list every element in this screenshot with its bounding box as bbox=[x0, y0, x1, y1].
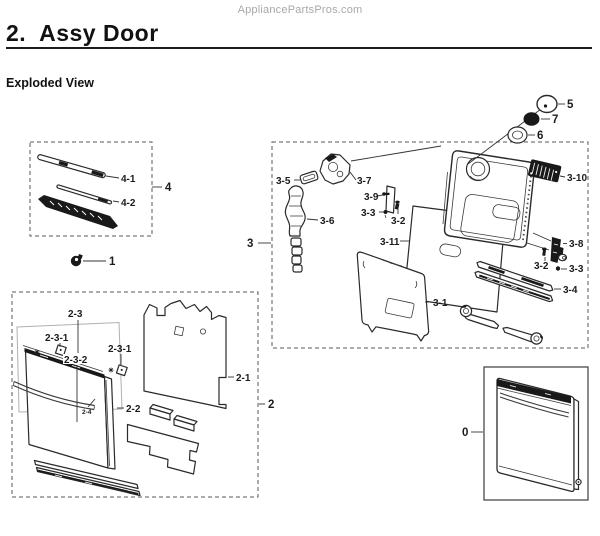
label-3-3: 3-3 bbox=[569, 264, 584, 275]
part-1-clip bbox=[71, 254, 116, 268]
leader-line bbox=[106, 176, 119, 178]
label-2-3: 2-3 bbox=[68, 309, 83, 320]
label-3-4: 3-4 bbox=[563, 285, 578, 296]
screw-shaft bbox=[386, 193, 390, 195]
label-4-1: 4-1 bbox=[121, 174, 136, 185]
fastener-stack-group bbox=[468, 96, 574, 165]
part-3-2-bolt bbox=[542, 248, 547, 262]
label-3-9: 3-9 bbox=[364, 192, 379, 203]
view-subtitle: Exploded View bbox=[6, 76, 94, 90]
label-7: 7 bbox=[552, 114, 559, 126]
bracket-outline bbox=[320, 154, 350, 184]
lever-head bbox=[531, 333, 542, 344]
label-3-5: 3-5 bbox=[276, 176, 291, 187]
screw-mark bbox=[109, 368, 114, 373]
screw-thread bbox=[385, 215, 386, 218]
cap-dot bbox=[544, 104, 547, 107]
label-3-8: 3-8 bbox=[569, 239, 584, 250]
label-3-7: 3-7 bbox=[357, 176, 372, 187]
part-3-3-screw bbox=[556, 266, 567, 270]
section-0-group bbox=[462, 367, 588, 500]
label-1: 1 bbox=[109, 256, 116, 268]
bolt-head-3-2 bbox=[395, 201, 399, 204]
assembly-line bbox=[533, 233, 551, 241]
pad-outline bbox=[300, 171, 319, 185]
part-3-5-pad bbox=[300, 171, 319, 185]
bolt-shaft bbox=[542, 250, 546, 256]
page-title: 2. Assy Door bbox=[6, 20, 159, 46]
rail-segment bbox=[291, 238, 301, 246]
rail-outline bbox=[285, 186, 305, 236]
label-3-2: 3-2 bbox=[391, 216, 406, 227]
label-2-2: 2-2 bbox=[126, 404, 141, 415]
part-insulation-block-b bbox=[174, 416, 197, 432]
part-insulation-block-a bbox=[150, 405, 173, 421]
label-3-2: 3-2 bbox=[534, 261, 549, 272]
handle-cap bbox=[14, 382, 15, 386]
part-7-gasket bbox=[524, 112, 540, 126]
label-5: 5 bbox=[567, 99, 574, 111]
clip-hole bbox=[75, 258, 78, 261]
part-3-6-hinge-rail bbox=[285, 186, 305, 272]
label-0: 0 bbox=[462, 427, 469, 439]
label-2: 2 bbox=[268, 399, 275, 411]
panel-outline bbox=[144, 301, 226, 409]
rail-segment bbox=[292, 256, 301, 264]
part-3-7-latch-bracket bbox=[320, 146, 441, 184]
dispenser-ring bbox=[467, 158, 490, 181]
label-2-1: 2-1 bbox=[236, 373, 251, 384]
leader-line bbox=[560, 176, 565, 177]
label-3-3: 3-3 bbox=[361, 208, 376, 219]
label-4: 4 bbox=[165, 182, 172, 194]
part-0-assembled-door bbox=[497, 378, 581, 491]
bolt-shaft-3-2 bbox=[395, 203, 400, 210]
assembly-line bbox=[351, 146, 441, 161]
label-3-10: 3-10 bbox=[567, 173, 588, 184]
screw-3-3 bbox=[384, 210, 388, 214]
part-kick-strips bbox=[35, 461, 141, 496]
label-2-4: 2-4 bbox=[82, 409, 92, 416]
part-4-1-trim-strip bbox=[37, 154, 106, 178]
section-2-group bbox=[12, 292, 274, 497]
label-2-3-1: 2-3-1 bbox=[45, 333, 69, 344]
label-3-11: 3-11 bbox=[380, 237, 400, 248]
bracket-plate bbox=[386, 186, 395, 213]
label-3-1: 3-1 bbox=[433, 298, 448, 309]
handle-cap bbox=[94, 406, 95, 410]
label-3: 3 bbox=[247, 238, 254, 250]
label-2-3-1: 2-3-1 bbox=[108, 344, 132, 355]
leader-line bbox=[350, 172, 356, 180]
leader-line bbox=[113, 201, 119, 202]
part-insulation-sheet bbox=[128, 425, 199, 475]
label-4-2: 4-2 bbox=[121, 198, 136, 209]
section-3-group bbox=[247, 142, 588, 348]
part-2-3-1-clip-right bbox=[116, 365, 127, 376]
part-6-ring bbox=[508, 127, 527, 143]
part-balance-lever-right bbox=[503, 328, 543, 345]
part-mid-bracket-screws bbox=[382, 186, 399, 218]
panel-face bbox=[26, 351, 109, 469]
screw-head bbox=[556, 266, 560, 270]
screw-mark bbox=[35, 350, 40, 355]
rail-segment bbox=[292, 247, 302, 255]
part-door-front-frame bbox=[443, 151, 534, 247]
label-2-3-2: 2-3-2 bbox=[64, 355, 88, 366]
rail-segment bbox=[293, 265, 302, 272]
part-3-8-hinge-bracket bbox=[527, 233, 567, 263]
section-4-boundary bbox=[30, 142, 152, 236]
part-4-2-trim-strip bbox=[57, 185, 112, 205]
part-2-1-insulation-panel bbox=[144, 301, 226, 409]
door-screw-dot bbox=[578, 481, 580, 483]
label-3-6: 3-6 bbox=[320, 216, 335, 227]
door-side bbox=[574, 399, 579, 490]
watermark-text: AppliancePartsPros.com bbox=[237, 4, 363, 16]
label-6: 6 bbox=[537, 130, 544, 142]
part-5-cap bbox=[537, 96, 557, 113]
section-4-group bbox=[30, 142, 172, 236]
leader-line bbox=[307, 219, 318, 220]
